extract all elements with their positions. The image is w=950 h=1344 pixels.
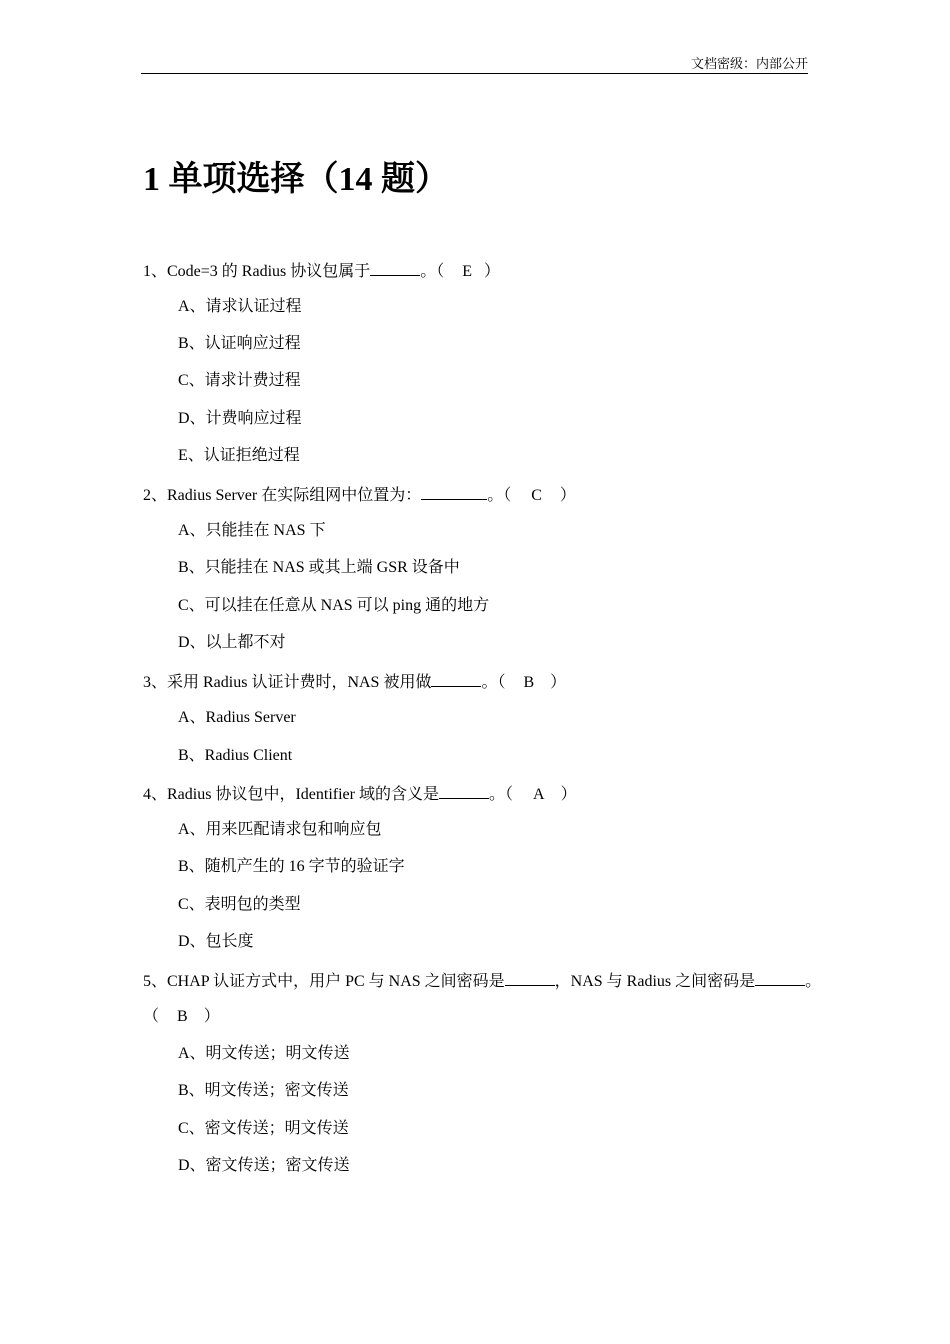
question-close: ） bbox=[560, 786, 577, 803]
question-text: 4、Radius 协议包中，Identifier 域的含义是 bbox=[143, 786, 439, 803]
option: C、密文传送；明文传送 bbox=[178, 1120, 349, 1137]
option: D、密文传送；密文传送 bbox=[178, 1157, 350, 1174]
option: A、明文传送；明文传送 bbox=[178, 1045, 350, 1062]
option: D、计费响应过程 bbox=[178, 410, 302, 427]
option: C、请求计费过程 bbox=[178, 372, 301, 389]
option: C、可以挂在任意从 NAS 可以 ping 通的地方 bbox=[178, 597, 490, 614]
section-title: 1 单项选择（14 题） bbox=[143, 161, 449, 198]
question-suffix: 。 bbox=[805, 973, 822, 990]
answer-blank bbox=[421, 484, 487, 500]
answer-blank bbox=[370, 260, 420, 276]
question-text: 2、Radius Server 在实际组网中位置为： bbox=[143, 487, 422, 504]
option: D、包长度 bbox=[178, 933, 254, 950]
question-open: （ bbox=[143, 1008, 160, 1025]
question-suffix: 。（ bbox=[488, 786, 513, 803]
answer-letter: E bbox=[462, 263, 473, 280]
question-close: ） bbox=[559, 487, 576, 504]
question-3 bbox=[143, 671, 566, 693]
page-header bbox=[141, 55, 808, 74]
question-suffix: 。（ bbox=[481, 674, 506, 691]
option: B、Radius Client bbox=[178, 747, 293, 764]
question-text: 5、CHAP 认证方式中，用户 PC 与 NAS 之间密码是 bbox=[143, 973, 505, 990]
option: B、认证响应过程 bbox=[178, 335, 301, 352]
question-2 bbox=[143, 484, 576, 506]
answer-blank bbox=[439, 783, 489, 799]
option: C、表明包的类型 bbox=[178, 896, 301, 913]
question-5 bbox=[143, 970, 821, 992]
answer-letter: B bbox=[523, 674, 535, 691]
option: E、认证拒绝过程 bbox=[178, 447, 300, 464]
question-close: ） bbox=[203, 1008, 220, 1025]
question-5-answer-line bbox=[143, 1007, 220, 1027]
option: A、用来匹配请求包和响应包 bbox=[178, 821, 382, 838]
question-text: 1、Code=3 的 Radius 协议包属于 bbox=[143, 263, 371, 280]
question-suffix: 。（ bbox=[420, 263, 445, 280]
option: D、以上都不对 bbox=[178, 634, 286, 651]
question-middle: ，NAS 与 Radius 之间密码是 bbox=[554, 973, 756, 990]
question-suffix: 。（ bbox=[487, 487, 512, 504]
option: A、Radius Server bbox=[178, 709, 296, 726]
option: A、只能挂在 NAS 下 bbox=[178, 522, 326, 539]
option: B、随机产生的 16 字节的验证字 bbox=[178, 858, 405, 875]
option: B、只能挂在 NAS 或其上端 GSR 设备中 bbox=[178, 559, 460, 576]
option: A、请求认证过程 bbox=[178, 298, 302, 315]
security-level-label: 文档密级：内部公开 bbox=[690, 56, 808, 71]
question-close: ） bbox=[550, 674, 567, 691]
answer-blank bbox=[505, 970, 555, 986]
question-text: 3、采用 Radius 认证计费时，NAS 被用做 bbox=[143, 674, 432, 691]
question-close: ） bbox=[484, 263, 501, 280]
answer-letter: C bbox=[531, 487, 542, 504]
question-4 bbox=[143, 783, 577, 805]
answer-blank bbox=[431, 671, 481, 687]
answer-blank bbox=[755, 970, 805, 986]
answer-letter: A bbox=[533, 786, 545, 803]
answer-letter: B bbox=[177, 1008, 188, 1025]
question-1 bbox=[143, 260, 500, 282]
option: B、明文传送；密文传送 bbox=[178, 1082, 349, 1099]
